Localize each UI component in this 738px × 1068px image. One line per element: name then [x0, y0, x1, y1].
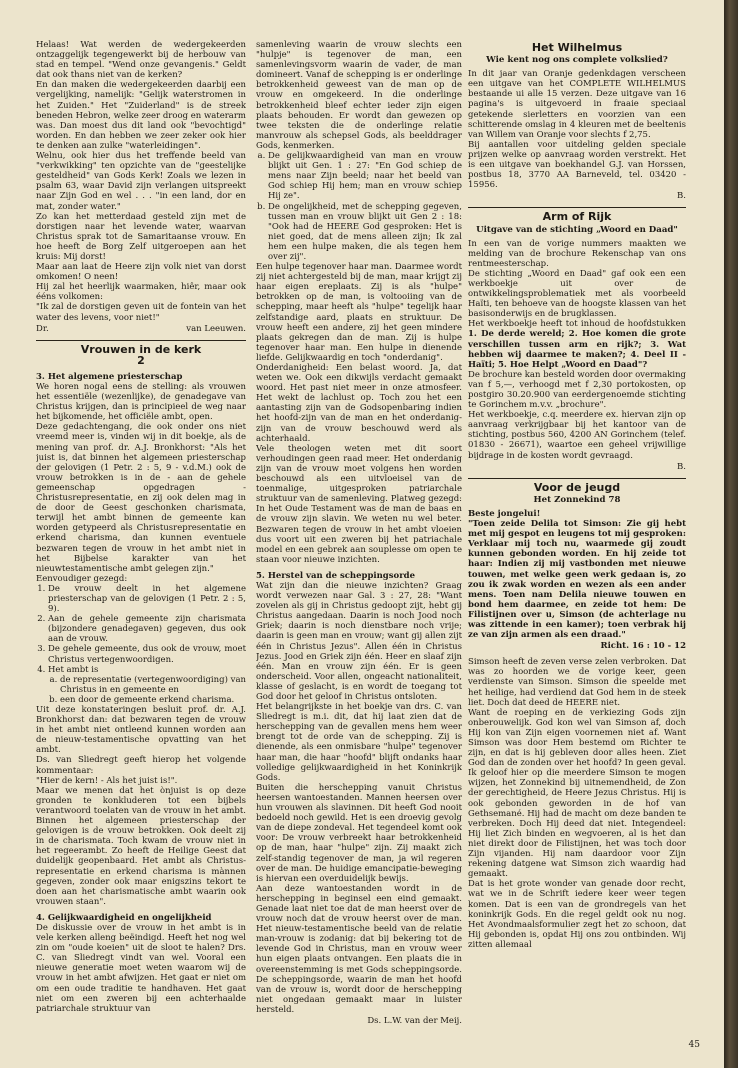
paragraph: Maar aan laat de Heere zijn volk niet van dorst omkomen! O neen! [36, 262, 246, 283]
paragraph: Vele theologen weten met dit soort verhoudingen geen raad meer. Het onderdanig zijn van de vrouw moet volgens hen worden beschouwd als een uitvloeisel van de toenmalige, uitgesproken patriarchale struktuur van de samenleving. Platweg gezegd: In het Oude Testament was de man de baas en de vrouw zijn slavin. We weten nu wel beter. Bezwaren tegen de vrouw in het ambt vloeien dus voort uit een zweren bij het patriachale model en een gebrek aan souplesse om open te staan voor nieuwe inzichten. [256, 443, 462, 565]
paragraph: Ds. van Sliedregt geeft hierop het volgende kommentaar: [36, 755, 246, 776]
article-heading: 4. Gelijkwaardigheid en ongelijkheid [36, 912, 212, 923]
sub-list-item: b. een door de gemeente erkend charisma. [60, 695, 246, 705]
paragraph: Buiten die herschepping vanuit Christus heersen wantoestanden. Mannen heersen over hun vrouwen als slavinnen. Dit heeft God nooit bedoeld noch gewild. Het is een droevig gevolg van de diepe zondeval. Het tegendeel komt ook voor: De vrouw verbreekt haar betrokkenheid op de man, haar "hulpe" zijn. Zij maakt zich zelf-standig tegenover de man, ja wil regeren over de man. De huidige emancipatie-beweging is hiervan een overduidelijk bewijs. [256, 782, 462, 884]
paragraph: Simson heeft de zeven verse zelen verbroken. Dat was zo hoorden we de vorige keer, geen verdienste van Simson. Simson die speelde met het heilige, had verdiend dat God hem in de steek liet. Doch dat deed de HEERE niet. [468, 657, 686, 708]
section-number: 2 [137, 353, 145, 367]
bible-verse: "Toen zeide Delila tot Simson: Zie gij hebt met mij gespot en leugens tot mij gesproken: Verklaar mij toch nu, waarmede gij zoudt kunnen gebonden worden. En hij zeide tot haar: Indien zij mij vastbonden met nieuwe touwen, met welke geen werk gedaan is, zo zou ik zwak worden en wezen als een ander mens. Toen nam Delila nieuwe touwen en bond hem daarmee, en zeide tot hem: De Filistijnen over u, Simson (de achterlage nu was zittende in een kamer); toen verbrak hij ze van zijn armen als een draad." [468, 519, 686, 641]
section-subtitle: Wie kent nog ons complete volkslied? [486, 55, 668, 66]
signature-text: B. [677, 461, 686, 472]
column-left [36, 40, 246, 1040]
signature-text: B. [677, 191, 686, 202]
paragraph: Onderdanigheid: Een belast woord. Ja, dat weten we. Ook een dikwijls verdacht gemaakt woord. Het past niet meer in onze atmosfeer. Het wekt de lachlust op. Toch zou het een aantasting zijn van de Godsopenbaring indien het hoofd-zijn van de man en het onderdanig-zijn van de vrouw beschouwd werd als achterhaald. [256, 363, 462, 444]
numbered-list [36, 584, 246, 705]
list-item [48, 665, 246, 705]
greeting: Beste jongelui! [468, 508, 541, 519]
paragraph: "Ik zal de dorstigen geven uit de fontein van het water des levens, voor niet!" [36, 302, 246, 323]
paragraph: Het belangrijkste in het boekje van drs. C. van Sliedregt is m.i. dit, dat hij laat zien dat de herschepping van de gevallen mens hem weer brengt tot de orde van de schepping. Zij is dienende, als een onmisbare "hulpe" tegenover haar man, die haar "hoofd" blijft ondanks haar volledige gelijkwaardigheid in het Koninkrijk Gods. [256, 702, 462, 783]
section-title: Voor de jeugd [533, 480, 621, 494]
paragraph: En dan maken die wedergekeerden daarbij een vergelijking, namelijk: "Gelijk waterstromen in het Zuiden." Het "Zuiderland" is de streek beneden Hebron, welke zeer droog en waterarm was. Dan moest dus dit land ook "bevochtigd" worden. En dan hebben we zeer zeker ook hier te denken aan zulke "waterleidingen". [36, 80, 246, 151]
paragraph: Deze gedachtengang, die ook onder ons niet vreemd meer is, vinden wij in dit boekje, als de mening van prof. dr. A.J. Bronkhorst: "Als het juist is, dat binnen het algemeen priesterschap der gelovigen (1 Petr. 2 : 5, 9 - v.d.M.) ook de vrouw betrokken is in de - aan de gehele gemeenschap opgedragen - Christusrepresentatie, en zij ook delen mag in de door de Geest geschonken charismata, terwijl het ambt binnen de gemeente kan worden getypeerd als Christusrepresentatie en erkend charisma, dan kunnen eventuele bezwaren tegen de vrouw in het ambt niet in het Bijbelse karakter van het nieuwtestamentische ambt gelegen zijn." [36, 422, 246, 574]
list-item: 1. De vrouw deelt in het algemene priesterschap van de gelovigen (1 Petr. 2 : 5, 9). [48, 584, 246, 614]
list-item: 3. De gehele gemeente, dus ook de vrouw, moet Christus vertegenwoordigen. [48, 644, 246, 664]
divider [36, 340, 246, 341]
signature [468, 462, 686, 472]
paragraph: In een van de vorige nummers maakten we melding van de brochure Rekenschap van ons rentmeesterschap. [468, 238, 686, 269]
column-middle [256, 40, 462, 1040]
paragraph: Zo kan het metterdaad gesteld zijn met de dorstigen naar het levende water, waarvan Christus sprak tot de Samaritaanse vrouw. En hoe heeft de Borg Zelf uitgeroepen aan het kruis: Mij dorst! [36, 211, 246, 262]
signature [36, 324, 246, 334]
paragraph: Wat zijn dan die nieuwe inzichten? Graag wordt verwezen naar Gal. 3 : 27, 28: "Want zovelen als gij in Christus gedoopt zijt, hebt gij Christus aangedaan. Daarin is noch Jood noch Griek; daarin is noch dienstbare noch vrije; daarin is geen man en vrouw; want gij allen zijt één in Christus Jezus". Allen één in Christus Jezus. Jood en Griek zijn één. Heer en slaaf zijn één. Man en vrouw zijn één. Er is geen onderscheid. Voor allen, ongeacht nationaliteit, klasse of geslacht, is en wordt de toegang tot God door het geloof in Christus ontsloten. [256, 580, 462, 702]
chapter-list: 1. De derde wereld; 2. Hoe komen die grote verschillen tussen arm en rijk?; 3. Wat hebben wij daarmee te maken?; 4. Deel II - Haïti; 5. Hoe Helpt „Woord en Daad"? [468, 329, 686, 370]
page-number: 45 [688, 1040, 700, 1050]
signature-right: van Leeuwen. [186, 323, 246, 334]
list-item: b. De ongelijkheid, met de schepping gegeven, tussen man en vrouw blijkt uit Gen 2 : 18: "Ook had de HEERE God gesproken: Het is niet goed, dat de mens alleen zijn; Ik zal hem een hulpe maken, die als tegen hem over zij". [268, 202, 462, 263]
paragraph: Maar we menen dat het ònjuist is op deze gronden te konkluderen tot een bijbels verantwoord toelaten van de vrouw in het ambt. Binnen het algemeen priesterschap der gelovigen is de vrouw betrokken. Ook deelt zij in de charismata. Toch kwam de vrouw niet in het regeerambt. Zo heeft de Heilige Geest dat duidelijk geopenbaard. Het ambt als Christus-representatie en erkend charisma is mànnen gegeven, zonder ook maar enigszins tekort te doen aan het charismatische ambt waarin ook vrouwen staan". [36, 785, 246, 907]
lettered-list [256, 151, 462, 262]
divider [468, 207, 686, 208]
paragraph [468, 319, 686, 369]
article-heading: 5. Herstel van de scheppingsorde [256, 570, 416, 581]
list-item-text: Het ambt is [48, 664, 99, 675]
page-edge [724, 0, 738, 1068]
paragraph: De stichting „Woord en Daad" gaf ook een een werkboekje uit over de ontwikkelingsproblematiek met als voorbeeld Haïti, ten behoeve van de hoogste klassen van het basisonderwijs en de brugklassen. [468, 268, 686, 320]
list-item: 2. Aan de gehele gemeente zijn charismata (bijzondere genadegaven) gegeven, dus ook aan de vrouw. [48, 614, 246, 644]
signature-left: Dr. [36, 323, 49, 334]
paragraph: Welnu, ook hier dus het treffende beeld van "verkwikking" ten opzichte van de "geestelijke gesteldheid" van Gods Kerk! Zoals we lezen in psalm 63, waar David zijn verlangen uitspreekt naar Zijn God en wel . . . "in een land, dor en mat, zonder water." [36, 151, 246, 212]
paragraph: Hij zal het heerlijk waarmaken, hiêr, maar ook ééns volkomen: [36, 282, 246, 303]
signature [256, 1016, 462, 1026]
section-title: Het Wilhelmus [531, 41, 623, 54]
paragraph: In dit jaar van Oranje gedenkdagen verscheen een uitgave van het COMPLETE WILHELMUS bestaande ui alle 15 verzen. Deze uitgave van 16 pagina's is uitgevoerd in fraaie speciaal getekende sierletters en voorzien van een schitterende omslag in 4 kleuren met de beeltenis van Willem van Oranje voor slechts f 2,75. Bij aantallen voor uitdeling gelden speciale prijzen welke op aanvraag worden verstrekt. Het is een uitgave van boekhandel G.J. van Horssen, postbus 18, 3770 AA Barneveld, tel. 03420 - 15956. [468, 69, 686, 191]
paragraph: We horen nogal eens de stelling: als vrouwen het essentiële (wezenlijke), de genadegave van Christus krijgen, dan is principieel de weg naar het bijkomende, het officiële ambt, open. [36, 382, 246, 423]
paragraph: Want de roeping en de verkiezing Gods zijn onberouwelijk. God kon wel van Simson af, doch Hij kon van Zijn eigen voornemen niet af. Want Simson was door Hem bestemd om Richter te zijn, en dat is hij gebleven door alles heen. Ziet God dan de zonden over het hoofd? In geen geval. Ik geloof hier op die meerdere Simson te mogen wijzen, het Zonnekind bij uitnemendheid, de Zon der gerechtigheid, de Heere Jezus Christus. Hij is ook gebonden geworden in de hof van Gethsemané. Hij had de macht om deze banden te verbreken. Doch Hij deed dat niet. Integendeel: Hij liet Zich binden en wegvoeren, al is het dan niet direkt door de Filistijnen, het was toch door Zijn vijanden. Hij nam daardoor voor Zijn rekening datgene wat Simson zich waardig had gemaakt. [468, 707, 686, 880]
article-heading: 3. Het algemene priesterschap [36, 371, 183, 382]
sub-list [48, 675, 246, 705]
section-subtitle: Het Zonnekind 78 [533, 494, 621, 505]
paragraph-text: Het werkboekje heeft tot inhoud de hoofdstukken [468, 319, 686, 330]
sub-list-item: a. de representatie (vertegenwoordiging) van Christus in en gemeente en [60, 675, 246, 695]
paragraph: samenleving waarin de vrouw slechts een "hulpje" is tegenover de man, een samenlevingsvorm waarin de vader, de man domineert. Vanaf de schepping is er onderlinge betrokkenheid geweest van de man op de vrouw en omgekeerd. In die onderlinge betrokkenheid bleef echter ieder zijn eigen plaats behouden. Er wordt dan gewezen op twee teksten die de onderlinge relatie manvrouw als schepsel Gods, als beelddrager Gods, kenmerken. [256, 40, 462, 151]
signature [468, 191, 686, 201]
paragraph: Uit deze konstateringen besluit prof. dr. A.J. Bronkhorst dan: dat bezwaren tegen de vrouw in het ambt niet ontleend kunnen worden aan de nieuw-testamentische opvatting van het ambt. [36, 705, 246, 756]
signature-text: Ds. L.W. van der Meij. [367, 1016, 462, 1026]
paragraph: De diskussie over de vrouw in het ambt is in vele kerken alleng beëindigd. Heeft het nog wel zin om "oude koeien" uit de sloot te halen? Drs. C. van Sliedregt vindt van wel. Vooral een nieuwe generatie moet weten waarom wij de vrouw in het ambt afwijzen. Het gaat er niet om om een oude traditie te handhaven. Het gaat niet om een zweren bij een achterhaalde patriarchale struktuur van [36, 922, 246, 1014]
section-title: Arm of Rijk [542, 210, 612, 224]
list-item: a. De gelijkwaardigheid van man en vrouw blijkt uit Gen. 1 : 27: "En God schiep de mens naar Zijn beeld; naar het beeld van God schiep Hij hem; man en vrouw schiep Hij ze". [268, 151, 462, 201]
verse-reference: Richt. 16 : 10 - 12 [600, 641, 686, 652]
paragraph: De brochure kan besteld worden door overmaking van f 5,—, verhoogd met f 2,30 portokosten, op postgiro 30.20.900 van eerdergenoemde stichting te Gorinchem m.v.v. „brochure". [468, 369, 686, 411]
paragraph: Helaas! Wat werden de wedergekeerden ontzaggelijk tegengewerkt bij de herbouw van stad en tempel. "Wend onze gevangenis." Geldt dat ook thans niet van de kerken? [36, 40, 246, 81]
paragraph: Dat is het grote wonder van genade door recht, wat we in de Schrift iedere keer weer tegen komen. Dat is een van de grondregels van het koninkrijk Gods. En die regel geldt ook nu nog. Het Avondmaalsformulier zegt het zo schoon, dat Hij gebonden is, opdat Hij ons zou ontbinden. Wij zitten allemaal [468, 879, 686, 950]
column-right [468, 40, 686, 1040]
paragraph: Een hulpe tegenover haar man. Daarmee wordt zij niet achtergesteld bij de man, maar krijgt zij haar eigen ereplaats. Zij is als "hulpe" betrokken op de man, is voltooiing van de schepping, maar heeft als "hulpe" tegelijk haar zelfstandige aard, plaats en struktuur. De vrouw heeft een andere, zij het geen mindere plaats gekregen dan de man. Zij is hulpe tegenover haar man. Een hulpe in dienende liefde. Gelijkwaardig en toch "onderdanig". [256, 262, 462, 363]
divider [468, 478, 686, 479]
paragraph: Het werkboekje, c.q. meerdere ex. hiervan zijn op aanvraag verkrijgbaar bij het kantoor van de stichting, postbus 560, 4200 AN Gorinchem (telef. 01830 - 26671), waartoe een geheel vrijwillige bijdrage in de kosten wordt gevraagd. [468, 410, 686, 461]
paragraph: Aan deze wantoestanden wordt in de herschepping in beginsel een eind gemaakt. Genade laat niet toe dat de man heerst over de vrouw noch dat de vrouw heerst over de man. Het nieuw-testamentische beeld van de relatie man-vrouw is zodanig: dat bij bekering tot de levende God in Christus, man en vrouw weer hun eigen plaats ontvangen. Een plaats die in overeenstemming is met Gods scheppingsorde. De scheppingsorde, waarin de man het hoofd van de vrouw is, wordt door de herschepping niet ongedaan gemaakt maar in luister hersteld. [256, 883, 462, 1015]
paragraph: "Hier de kern! - Als het juist is!". [36, 775, 178, 786]
paragraph: Eenvoudiger gezegd: [36, 573, 128, 584]
section-subtitle: Uitgave van de stichting „Woord en Daad" [476, 224, 678, 235]
section-title: Vrouwen in de kerk [80, 342, 202, 356]
